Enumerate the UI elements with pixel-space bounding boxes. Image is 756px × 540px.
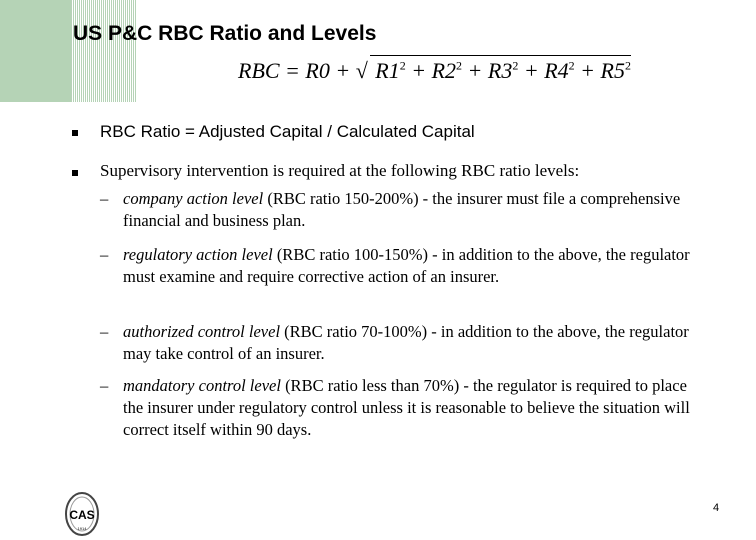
level-item: – company action level (RBC ratio 150-200%) - the insurer must file a comprehensive financial and business plan.	[100, 189, 681, 230]
formula-radicand: $R1^2 + R2^2 + R3^2 + R4^2 + R5^2$	[370, 55, 631, 83]
decor-stripes	[71, 0, 137, 102]
formula-lhs: RBC = R0 +	[238, 58, 356, 83]
rbc-formula: RBC = R0 + √ $R1^2 + R2^2 + R3^2 + R4^2 + R5^2$	[238, 58, 631, 84]
bullet-rbc-ratio: RBC Ratio = Adjusted Capital / Calculated Capital	[100, 122, 475, 141]
level-item: – mandatory control level (RBC ratio less than 70%) - the regulator is required to place the insurer under regulatory control unless it is reasonable to believe the situation will correct itself within 90 days.	[100, 376, 690, 439]
svg-text:CAS: CAS	[69, 508, 95, 522]
decor-green-block	[0, 0, 71, 102]
bullet-icon	[72, 170, 78, 176]
level-item: – regulatory action level (RBC ratio 100-150%) - in addition to the above, the regulator must examine and require corrective action of an insurer.	[100, 245, 690, 286]
page-number: 4	[713, 502, 720, 514]
level-item: – authorized control level (RBC ratio 70-100%) - in addition to the above, the regulator may take control of an insurer.	[100, 322, 689, 363]
bullet-icon	[72, 130, 78, 136]
slide-title: US P&C RBC Ratio and Levels	[73, 22, 377, 45]
svg-text:1914: 1914	[77, 526, 87, 531]
cas-logo	[64, 490, 104, 538]
bullet-supervisory: Supervisory intervention is required at the following RBC ratio levels:	[100, 161, 580, 180]
